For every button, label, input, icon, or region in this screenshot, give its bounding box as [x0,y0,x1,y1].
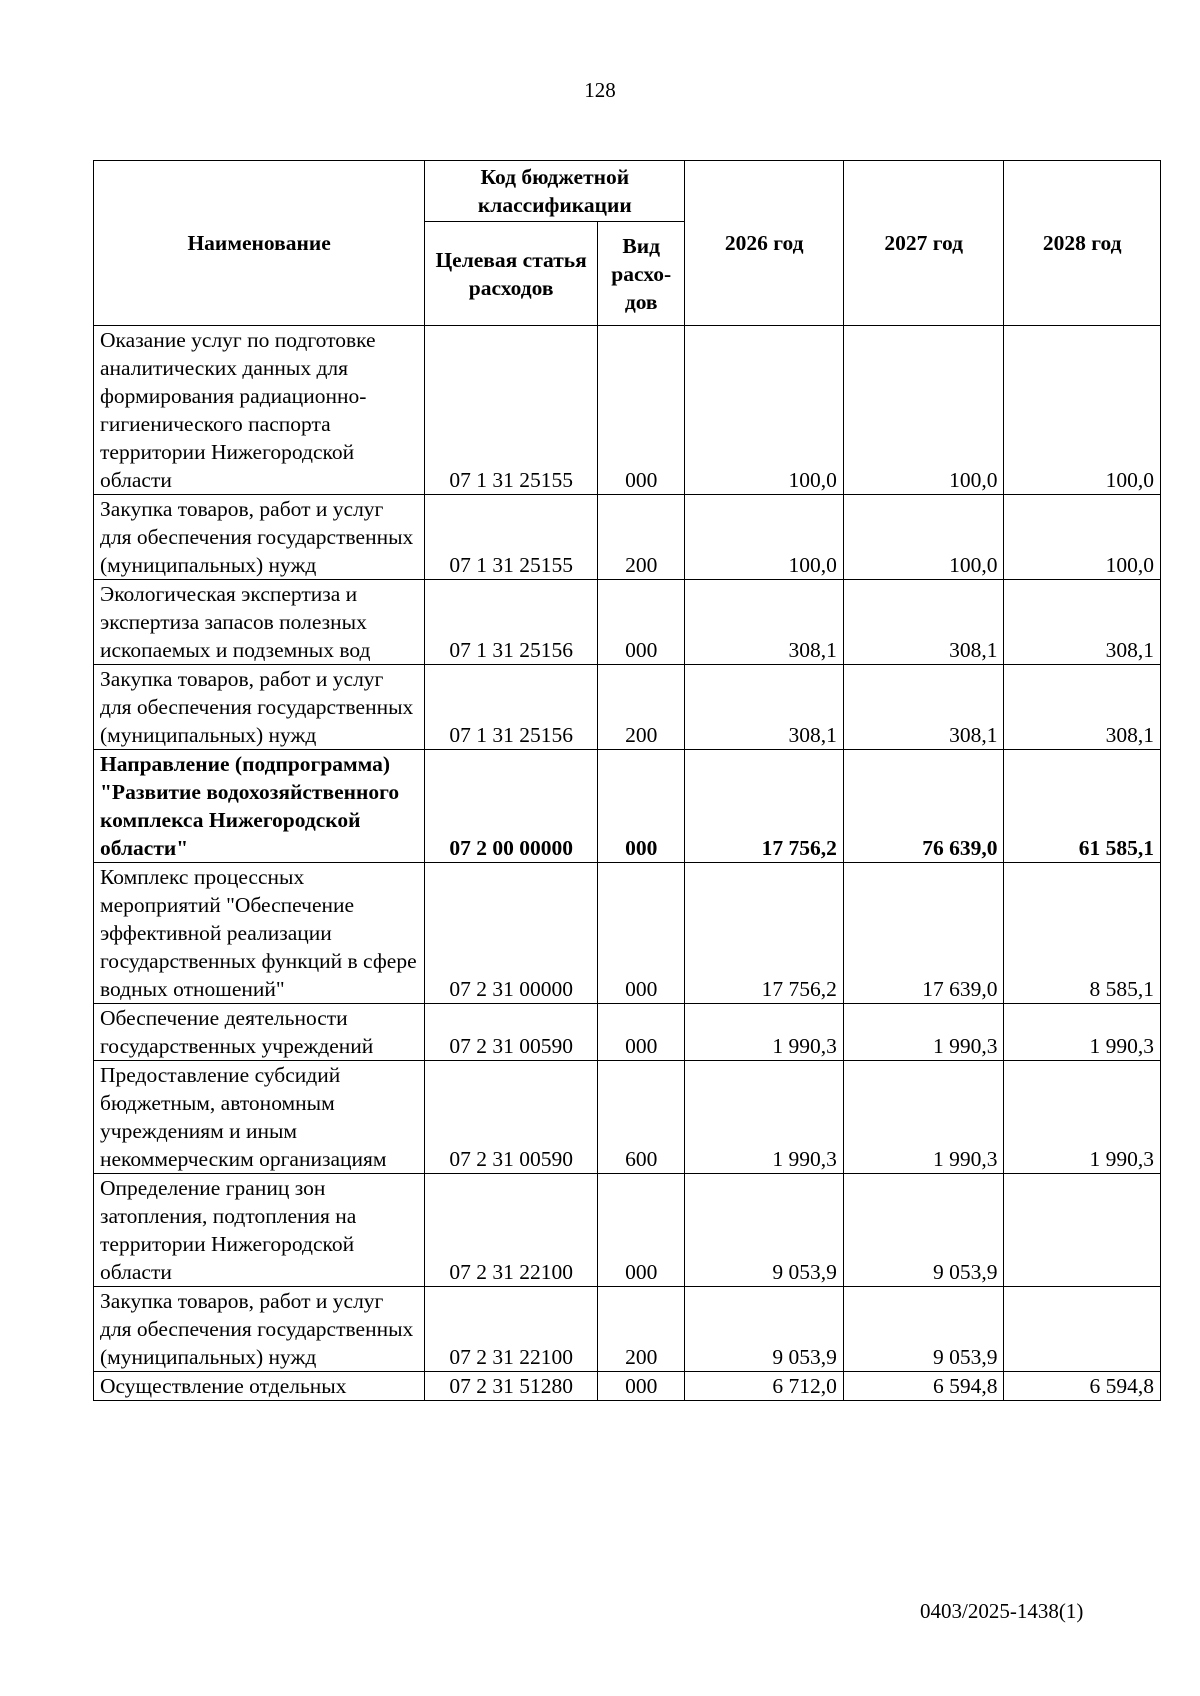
row-2027-cell: 1 990,3 [843,1004,1004,1061]
row-expense-type-cell: 000 [598,326,685,495]
row-2027-cell: 100,0 [843,326,1004,495]
row-2026-cell: 100,0 [685,495,844,580]
header-target-article: Целевая статья расходов [425,222,598,326]
row-name-cell: Направление (подпрограмма) "Развитие водохозяйственного комплекса Нижегородской области" [94,750,425,863]
table-row [94,1061,1161,1174]
row-name-cell: Закупка товаров, работ и услуг для обеспечения государственных (муниципальных) нужд [94,665,425,750]
row-2026-cell: 1 990,3 [685,1004,844,1061]
row-2026-cell: 17 756,2 [685,750,844,863]
header-name: Наименование [94,161,425,326]
page-number: 128 [584,78,616,102]
row-name-cell: Осуществление отдельных [94,1372,425,1401]
row-2026-cell: 308,1 [685,580,844,665]
header-2026: 2026 год [685,161,844,326]
header-expense-type: Вид расхо-дов [598,222,685,326]
table-row [94,1287,1161,1372]
table-row [94,580,1161,665]
table-row [94,1372,1161,1401]
row-2027-cell: 9 053,9 [843,1174,1004,1287]
row-2028-cell: 100,0 [1004,495,1161,580]
table-row [94,1174,1161,1287]
row-name-cell: Комплекс процессных мероприятий "Обеспечение эффективной реализации государственных функций в сфере водных отношений" [94,863,425,1004]
row-name-cell: Закупка товаров, работ и услуг для обеспечения государственных (муниципальных) нужд [94,1287,425,1372]
row-target-article-cell: 07 2 31 00590 [425,1061,598,1174]
row-name-cell: Обеспечение деятельности государственных учреждений [94,1004,425,1061]
row-2026-cell: 9 053,9 [685,1174,844,1287]
row-2027-cell: 76 639,0 [843,750,1004,863]
header-budget-code: Код бюджетной классификации [425,161,685,222]
table-row [94,495,1161,580]
row-expense-type-cell: 200 [598,495,685,580]
row-2026-cell: 308,1 [685,665,844,750]
row-2027-cell: 6 594,8 [843,1372,1004,1401]
row-name-cell: Предоставление субсидий бюджетным, автономным учреждениям и иным некоммерческим организациям [94,1061,425,1174]
row-2026-cell: 1 990,3 [685,1061,844,1174]
row-target-article-cell: 07 2 00 00000 [425,750,598,863]
row-2027-cell: 100,0 [843,495,1004,580]
table-row [94,326,1161,495]
row-2027-cell: 308,1 [843,580,1004,665]
table-row [94,665,1161,750]
row-target-article-cell: 07 2 31 22100 [425,1174,598,1287]
row-name-cell: Оказание услуг по подготовке аналитических данных для формирования радиационно-гигиенического паспорта территории Нижегородской области [94,326,425,495]
row-expense-type-cell: 000 [598,1372,685,1401]
row-2026-cell: 17 756,2 [685,863,844,1004]
row-2027-cell: 308,1 [843,665,1004,750]
row-expense-type-cell: 000 [598,863,685,1004]
row-2027-cell: 17 639,0 [843,863,1004,1004]
row-2028-cell [1004,1287,1161,1372]
row-2027-cell: 9 053,9 [843,1287,1004,1372]
row-2026-cell: 100,0 [685,326,844,495]
row-expense-type-cell: 200 [598,1287,685,1372]
row-2028-cell: 8 585,1 [1004,863,1161,1004]
row-2026-cell: 6 712,0 [685,1372,844,1401]
row-2026-cell: 9 053,9 [685,1287,844,1372]
row-2028-cell: 308,1 [1004,580,1161,665]
table-row [94,750,1161,863]
row-target-article-cell: 07 2 31 00590 [425,1004,598,1061]
row-target-article-cell: 07 2 31 51280 [425,1372,598,1401]
header-2028: 2028 год [1004,161,1161,326]
row-name-cell: Определение границ зон затопления, подтопления на территории Нижегородской области [94,1174,425,1287]
row-target-article-cell: 07 1 31 25156 [425,665,598,750]
row-target-article-cell: 07 1 31 25155 [425,495,598,580]
row-target-article-cell: 07 2 31 00000 [425,863,598,1004]
row-expense-type-cell: 000 [598,580,685,665]
row-expense-type-cell: 000 [598,1004,685,1061]
header-2027: 2027 год [843,161,1004,326]
table-row [94,1004,1161,1061]
row-expense-type-cell: 000 [598,750,685,863]
row-2028-cell: 6 594,8 [1004,1372,1161,1401]
row-2028-cell [1004,1174,1161,1287]
row-target-article-cell: 07 2 31 22100 [425,1287,598,1372]
table-row [94,863,1161,1004]
budget-table [93,160,1161,1401]
row-2028-cell: 308,1 [1004,665,1161,750]
row-expense-type-cell: 200 [598,665,685,750]
row-2028-cell: 61 585,1 [1004,750,1161,863]
row-target-article-cell: 07 1 31 25155 [425,326,598,495]
document-code: 0403/2025-1438(1) [920,1599,1084,1623]
row-2027-cell: 1 990,3 [843,1061,1004,1174]
row-2028-cell: 100,0 [1004,326,1161,495]
row-2028-cell: 1 990,3 [1004,1004,1161,1061]
row-target-article-cell: 07 1 31 25156 [425,580,598,665]
row-name-cell: Экологическая экспертиза и экспертиза запасов полезных ископаемых и подземных вод [94,580,425,665]
row-2028-cell: 1 990,3 [1004,1061,1161,1174]
row-name-cell: Закупка товаров, работ и услуг для обеспечения государственных (муниципальных) нужд [94,495,425,580]
row-expense-type-cell: 600 [598,1061,685,1174]
row-expense-type-cell: 000 [598,1174,685,1287]
